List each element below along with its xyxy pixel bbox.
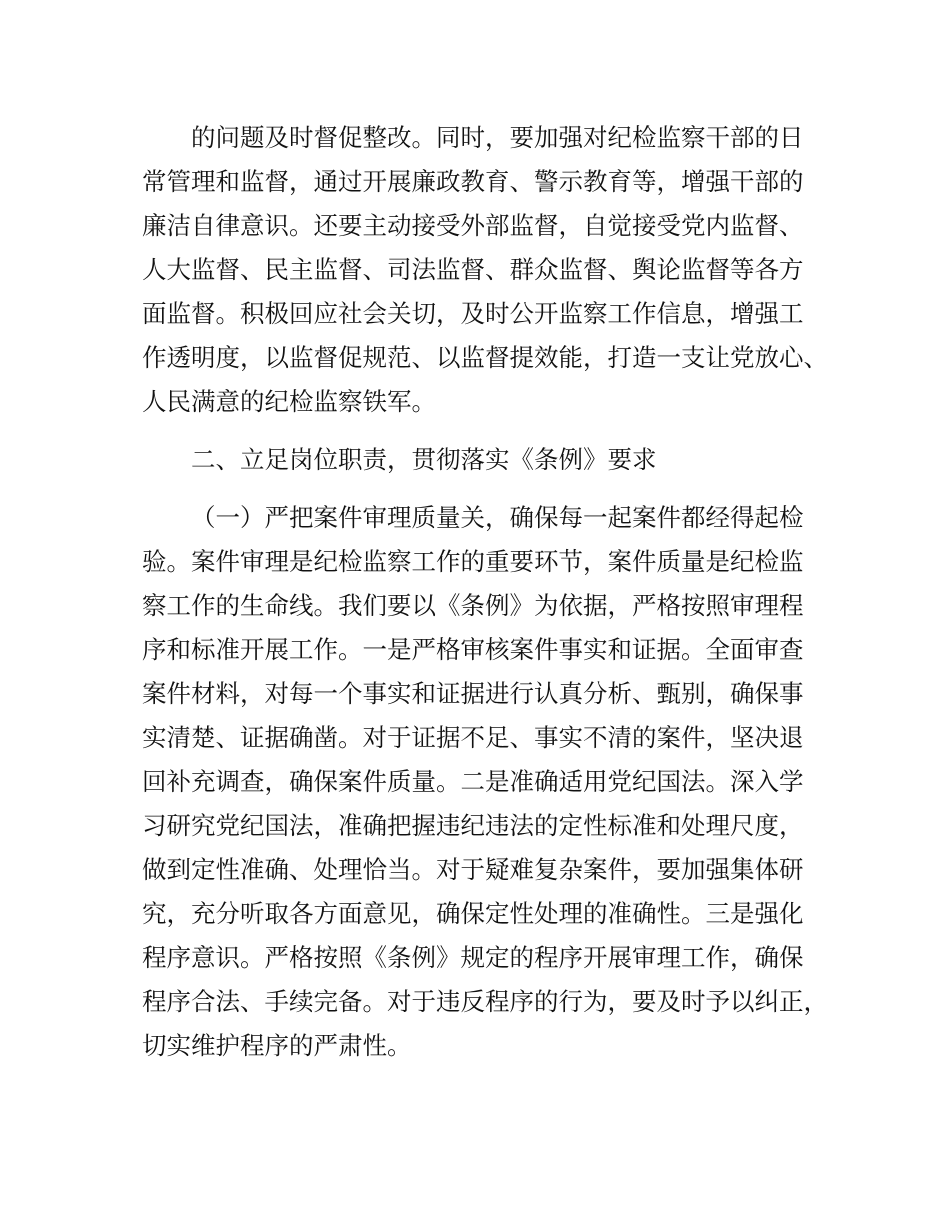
section-heading: 二、立足岗位职责，贯彻落实《条例》要求: [191, 445, 657, 474]
paragraph-line: 廉洁自律意识。还要主动接受外部监督，自觉接受党内监督、: [142, 211, 804, 240]
paragraph-line: 做到定性准确、处理恰当。对于疑难复杂案件，要加强集体研: [142, 855, 804, 884]
paragraph-line: 验。案件审理是纪检监察工作的重要环节，案件质量是纪检监: [142, 547, 804, 576]
paragraph-line: 作透明度，以监督促规范、以监督提效能，打造一支让党放心、: [142, 343, 828, 372]
paragraph-line: 察工作的生命线。我们要以《条例》为依据，严格按照审理程: [142, 591, 804, 620]
paragraph-line: 究，充分听取各方面意见，确保定性处理的准确性。三是强化: [142, 899, 804, 928]
paragraph-line: 程序合法、手续完备。对于违反程序的行为，要及时予以纠正，: [142, 987, 828, 1016]
paragraph-line: 案件材料，对每一个事实和证据进行认真分析、甄别，确保事: [142, 679, 804, 708]
paragraph-gap: [142, 424, 842, 438]
paragraph-line: 序和标准开展工作。一是严格审核案件事实和证据。全面审查: [142, 635, 804, 664]
paragraph-line: 回补充调查，确保案件质量。二是准确适用党纪国法。深入学: [142, 767, 804, 796]
paragraph-line: 的问题及时督促整改。同时，要加强对纪检监察干部的日: [191, 123, 804, 152]
paragraph-line: 面监督。积极回应社会关切，及时公开监察工作信息，增强工: [142, 299, 804, 328]
paragraph-line: 人民满意的纪检监察铁军。: [142, 387, 436, 416]
paragraph-line: 习研究党纪国法，准确把握违纪违法的定性标准和处理尺度，: [142, 811, 804, 840]
paragraph-line: 人大监督、民主监督、司法监督、群众监督、舆论监督等各方: [142, 255, 804, 284]
paragraph-line: 程序意识。严格按照《条例》规定的程序开展审理工作，确保: [142, 943, 804, 972]
paragraph-continuation: [142, 116, 842, 424]
paragraph-line: （一）严把案件审理质量关，确保每一起案件都经得起检: [191, 503, 804, 532]
paragraph-line: 实清楚、证据确凿。对于证据不足、事实不清的案件，坚决退: [142, 723, 804, 752]
document-body: [142, 116, 842, 1068]
paragraph-gap: [142, 482, 842, 496]
paragraph-line: 常管理和监督，通过开展廉政教育、警示教育等，增强干部的: [142, 167, 804, 196]
paragraph-case-review: [142, 496, 842, 1068]
paragraph-line: 切实维护程序的严肃性。: [142, 1031, 412, 1060]
